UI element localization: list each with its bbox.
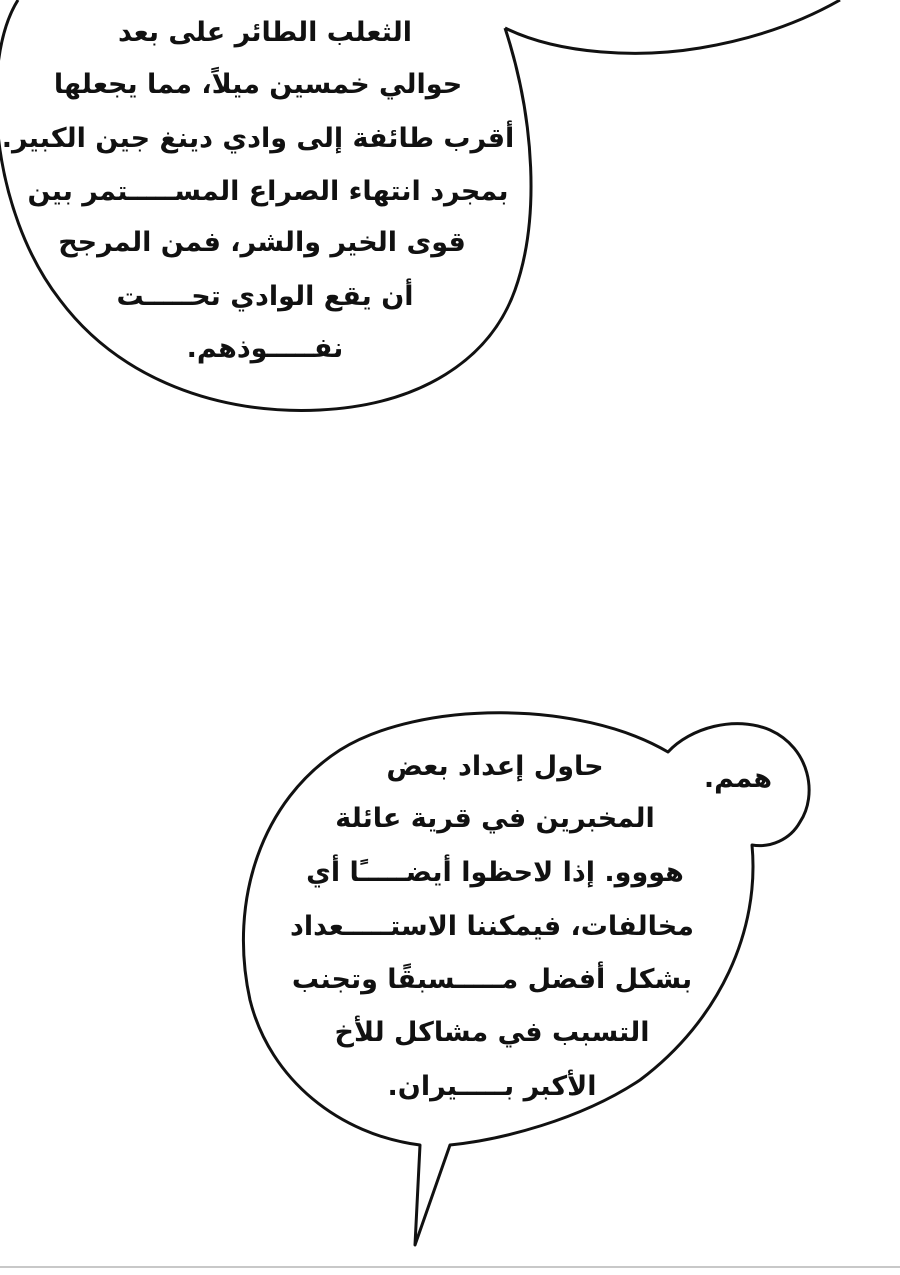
top-bubble-line-5: قوى الخير والشر، فمن المرجح	[58, 227, 466, 258]
bottom-bubble-line-4: مخالفات، فيمكننا الاستـــــعداد	[290, 911, 694, 942]
top-bubble-line-2: حوالي خمسين ميلاً، مما يجعلها	[53, 69, 463, 100]
bottom-bubble-line-7: الأكبر بـــــيران.	[387, 1071, 597, 1102]
bottom-bubble-line-5: بشكل أفضل مـــــسبقًا وتجنب	[291, 964, 693, 995]
top-bubble-line-6: أن يقع الوادي تحـــــت	[116, 281, 414, 312]
top-bubble-line-1: الثعلب الطائر على بعد	[118, 17, 412, 48]
top-bubble-line-4: بمجرد انتهاء الصراع المســـــتمر بين	[27, 176, 509, 207]
bottom-bubble-line-3: هووو. إذا لاحظوا أيضـــــًا أي	[306, 857, 684, 888]
top-bubble-line-3: أقرب طائفة إلى وادي دينغ جين الكبير.	[1, 123, 515, 154]
top-bubble-line-7: نفـــــوذهم.	[186, 333, 344, 364]
bottom-bubble-line-1: حاول إعداد بعض	[386, 751, 604, 782]
bottom-bubble-side-text: همم.	[703, 763, 773, 794]
bottom-bubble-line-6: التسبب في مشاكل للأخ	[334, 1017, 650, 1048]
page-bottom-divider	[0, 1266, 900, 1268]
bottom-bubble-line-2: المخبرين في قرية عائلة	[335, 803, 655, 834]
